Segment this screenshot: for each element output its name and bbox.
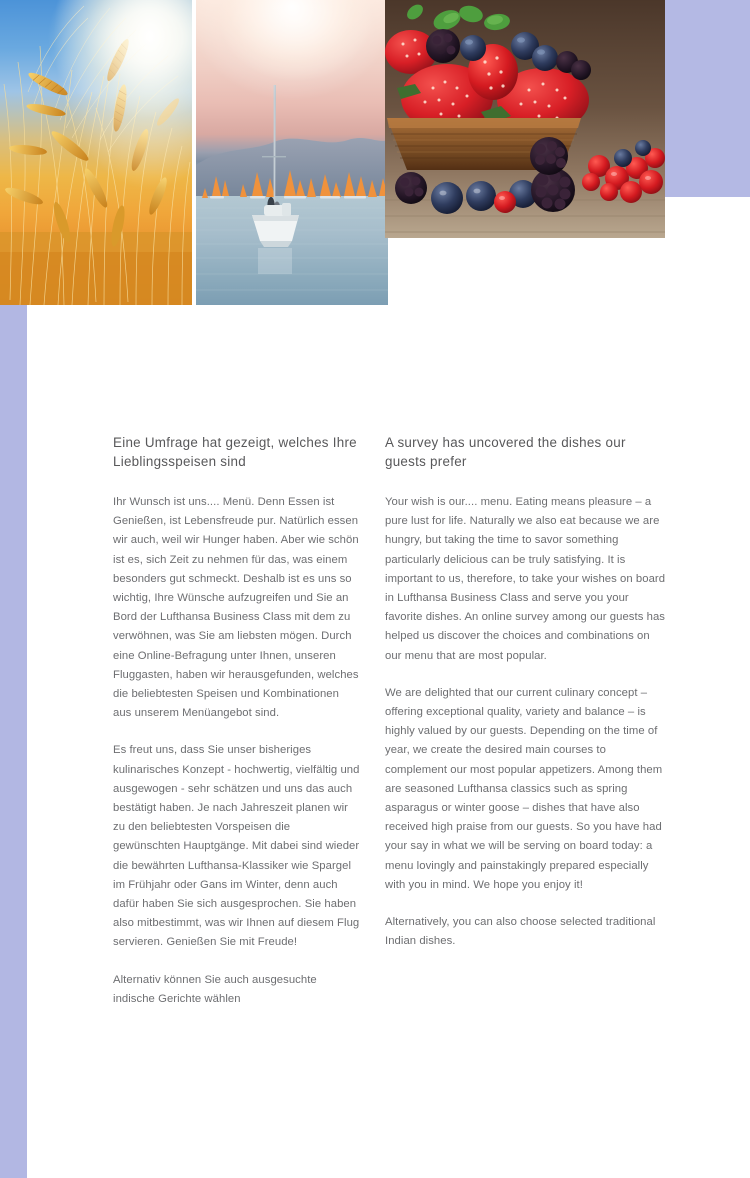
english-paragraph-3: Alternatively, you can also choose selected traditional Indian dishes. [385, 916, 656, 948]
german-text-column [113, 433, 360, 1009]
sailboats-photo [196, 0, 388, 305]
english-paragraph-1: Your wish is our.... menu. Eating means pleasure – a pure lust for life. Naturally we also eat because we are hungry, but taking the time to savor something particularly delicious can be truly satisfying. It is important to us, therefore, to take your wishes on board in Lufthansa Business Class and serve you your favorite dishes. An online survey among our guests has helped us discover the choices and combinations on our menu that are most popular. [385, 496, 666, 662]
english-text-column [385, 433, 667, 951]
wheat-field-photo [0, 0, 192, 305]
english-paragraph-2: We are delighted that our current culinary concept – offering exceptional quality, variety and balance – is highly valued by our guests. Depending on the time of year, we create the desired main courses to complement our most popular appetizers. Among them are seasoned Lufthansa classics such as spring asparagus or winter goose – dishes that have also received high praise from our guests. So you have had your say in what we will be serving on board today: a menu lovingly and painstakingly prepared especially with you in mind. We hope you enjoy it! [385, 686, 663, 891]
english-headline: A survey has uncovered the dishes our guests prefer [385, 435, 626, 469]
accent-band-left [0, 305, 27, 1178]
german-headline: Eine Umfrage hat gezeigt, welches Ihre Lieblingsspeisen sind [113, 435, 357, 469]
german-paragraph-2: Es freut uns, dass Sie unser bisheriges kulinarisches Konzept - hochwertig, vielfältig und ausgewogen - sehr schätzen und uns das auch bestätigt haben. Je nach Jahreszeit planen wir zu den beliebtesten Vorspeisen die gewünschten Hauptgänge. Mit dabei sind wieder die bewährten Lufthansa-Klassiker wie Spargel im Frühjahr oder Gans im Winter, denn auch dafür haben Sie sich ausgesprochen. Sie haben also mitbestimmt, was wir Ihnen auf diesem Flug servieren. Genießen Sie mit Freude! [113, 744, 360, 949]
german-paragraph-1: Ihr Wunsch ist uns.... Menü. Denn Essen ist Genießen, ist Lebensfreude pur. Natürlich essen wir auch, weil wir Hunger haben. Aber wie schön ist es, sich Zeit zu nehmen für das, was einem besonders gut schmeckt. Deshalb ist es uns so wichtig, Ihre Wünsche aufzugreifen und Sie an Bord der Lufthansa Business Class mit dem zu verwöhnen, was Sie am liebsten mögen. Durch eine Online-Befragung unter Ihnen, unseren Fluggasten, haben wir herausgefunden, welches die beliebtesten Speisen und Kombinationen aus unserem Menüangebot sind. [113, 496, 359, 720]
accent-band-right [665, 0, 750, 197]
berries-bowl-photo [385, 0, 665, 238]
berries-bowl-illustration [385, 0, 665, 238]
german-paragraph-3: Alternativ können Sie auch ausgesuchte indische Gerichte wählen [113, 973, 317, 1005]
wheat-field-illustration [0, 0, 192, 305]
sailboat-sunset-illustration [196, 0, 388, 305]
